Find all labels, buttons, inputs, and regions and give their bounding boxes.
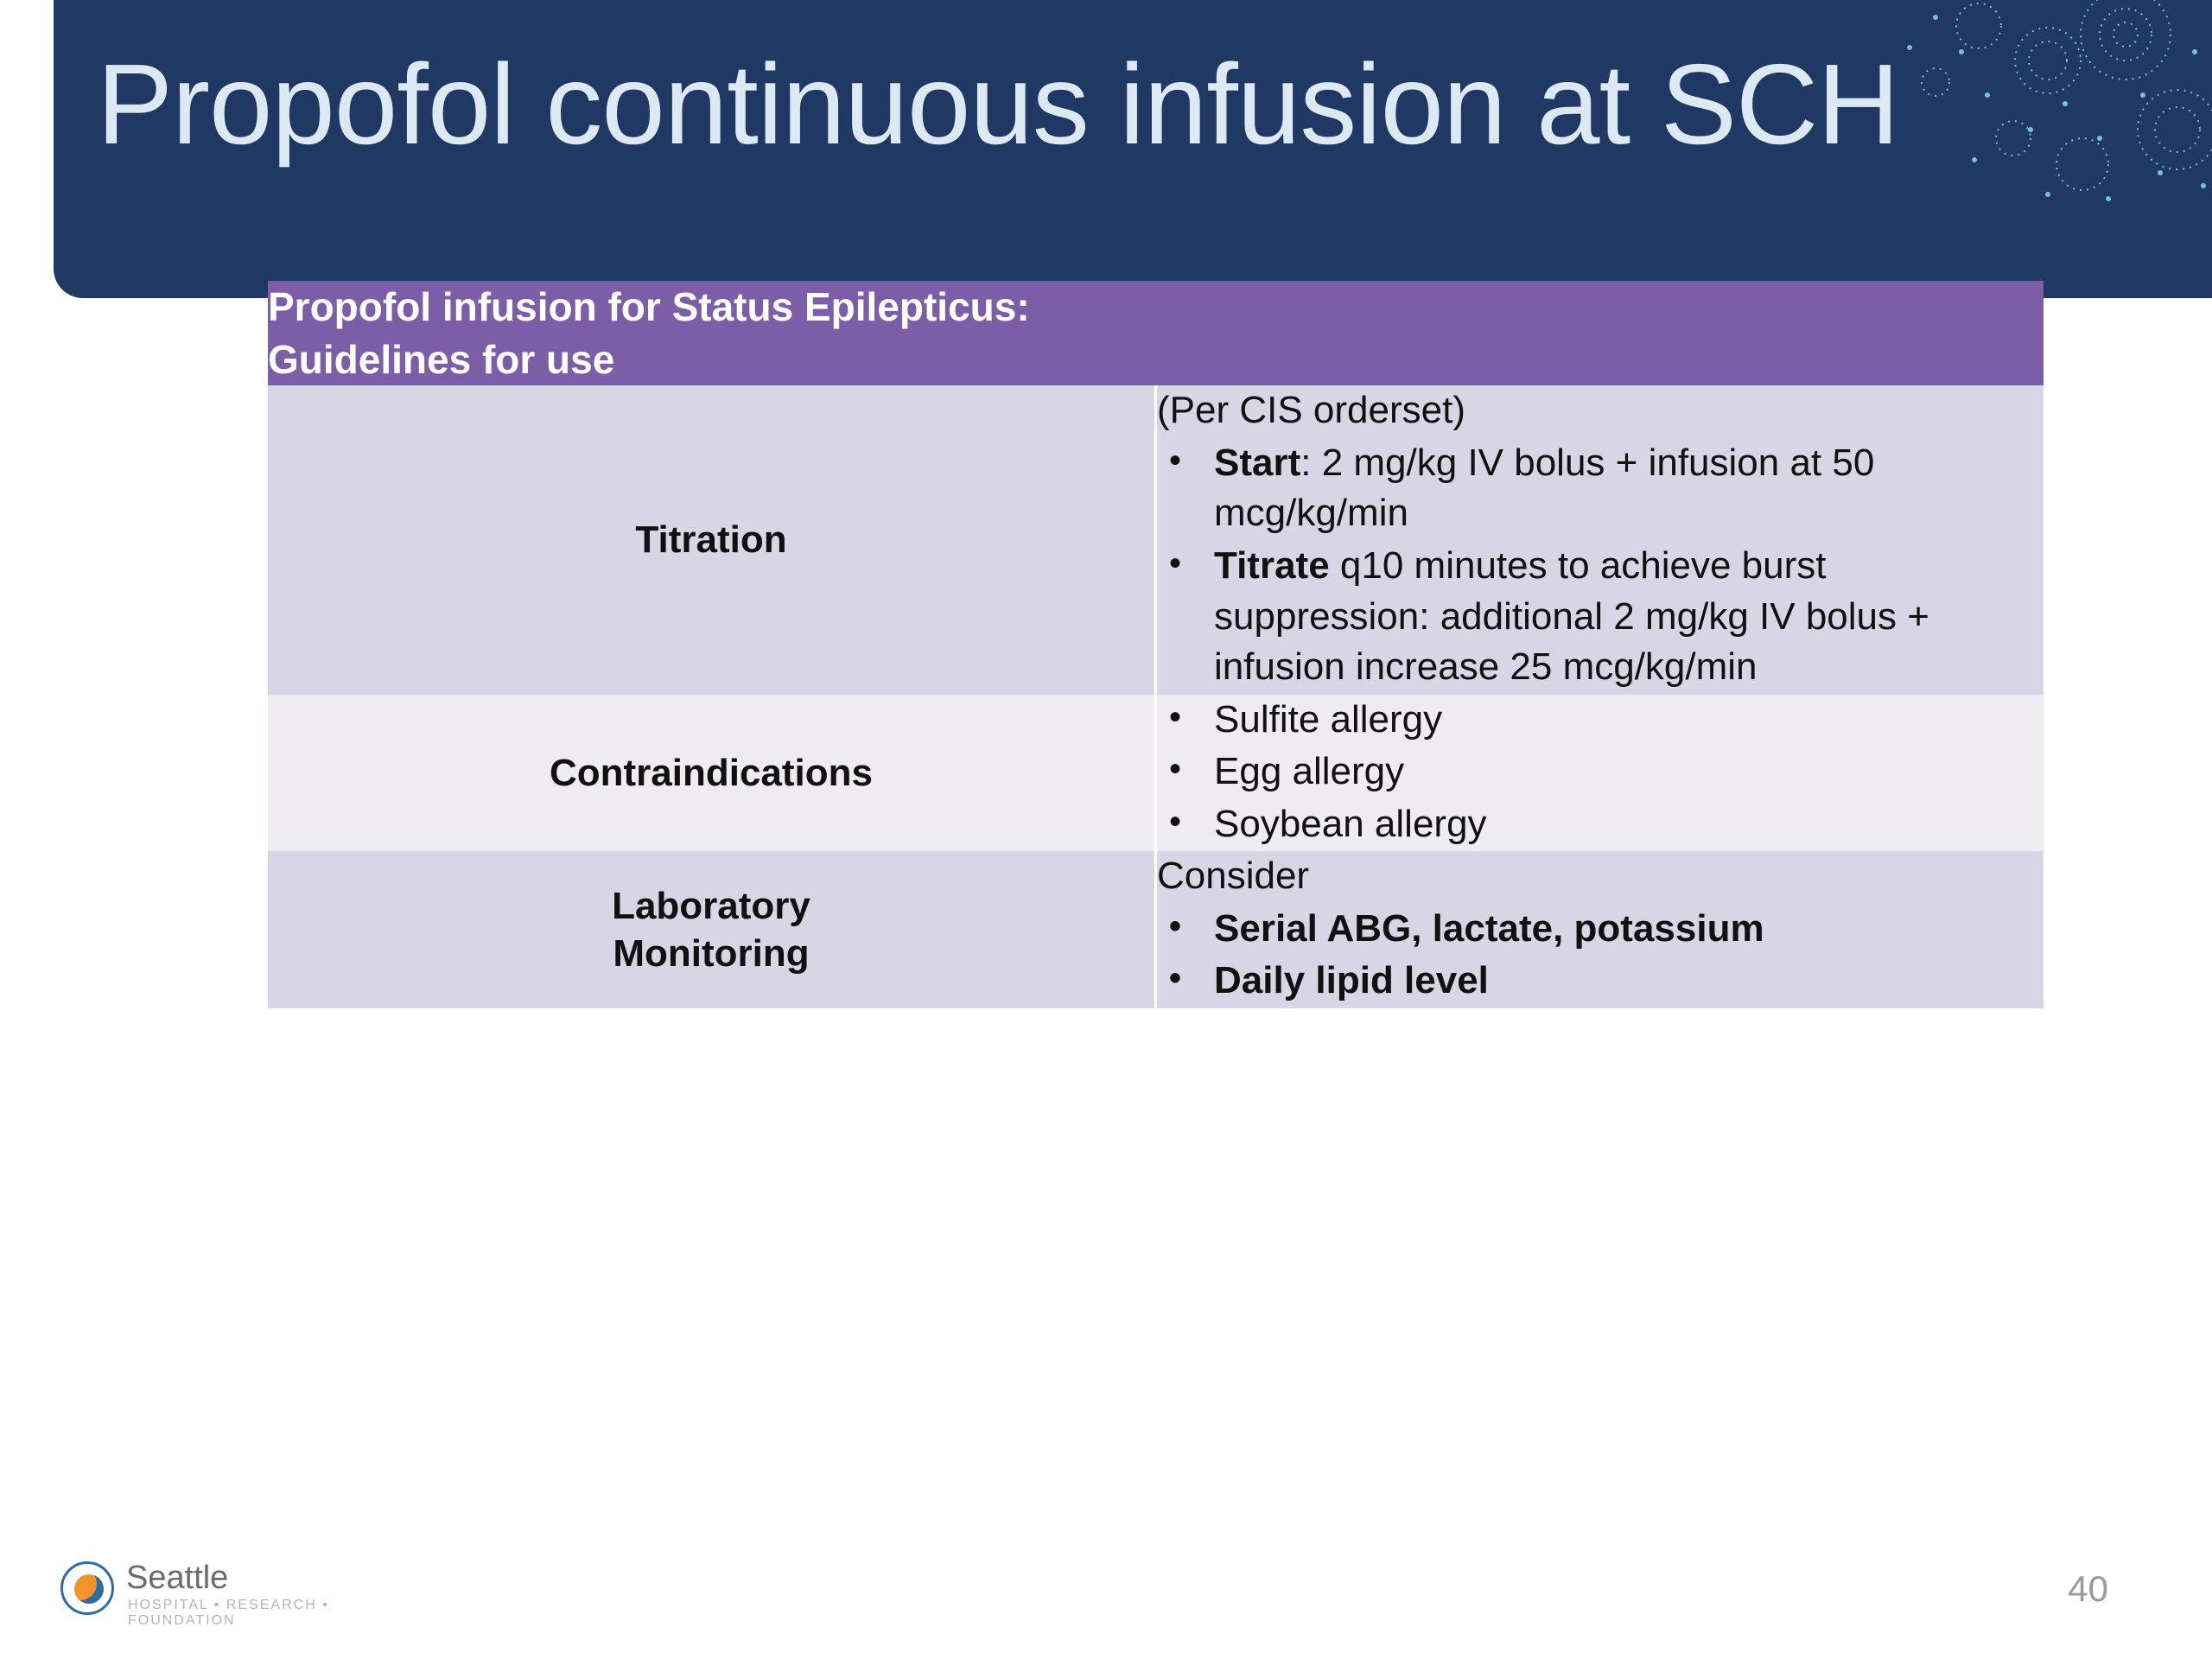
row-label-line-1: Laboratory — [612, 884, 810, 927]
bullet-text: q10 minutes to achieve burst suppression: additional 2 mg/kg IV bolus + infusion increase 25 mcg/kg/min — [1214, 543, 1929, 689]
guidelines-table — [268, 281, 2044, 1008]
bullet-bold-text: Titrate — [1214, 543, 1330, 587]
page-number: 40 — [2068, 1568, 2108, 1609]
logo-subtitle-text: HOSPITAL • RESEARCH • FOUNDATION — [128, 1598, 329, 1628]
list-item: • Daily lipid level — [1157, 956, 2044, 1007]
list-item — [1157, 541, 2044, 693]
titration-bullet-list — [1157, 438, 2044, 693]
table-header-cell — [268, 281, 2044, 385]
slide-title-banner — [54, 0, 2212, 298]
page-title: Propofol continuous infusion at SCH — [97, 41, 1899, 168]
row-label-line-2: Monitoring — [613, 931, 810, 975]
table-row — [268, 695, 2044, 852]
lab-bullet-list — [1157, 904, 2044, 1007]
row-label-contraindications: Contraindications — [268, 695, 1156, 852]
bullet-bold-text: Start — [1214, 441, 1301, 484]
lab-lead-text: Consider — [1157, 855, 1310, 898]
row-label-laboratory-monitoring — [268, 851, 1156, 1008]
row-content-contraindications — [1156, 695, 2044, 852]
row-content-laboratory-monitoring — [1156, 851, 2044, 1008]
table-row — [268, 851, 2044, 1008]
contraindications-bullet-list — [1157, 695, 2044, 850]
logo-mark-icon — [60, 1561, 114, 1615]
row-label-titration: Titration — [268, 385, 1156, 694]
row-content-titration — [1156, 385, 2044, 694]
seattle-childrens-logo — [60, 1560, 406, 1628]
list-item: • Serial ABG, lactate, potassium — [1157, 904, 2044, 955]
guidelines-table-container — [268, 281, 2044, 1008]
table-row — [268, 385, 2044, 694]
titration-lead-text: (Per CIS orderset) — [1157, 389, 1465, 432]
list-item: • Soybean allergy — [1157, 799, 2044, 850]
list-item: • Egg allergy — [1157, 747, 2044, 798]
list-item: • Sulfite allergy — [1157, 695, 2044, 746]
bullet-text: : 2 mg/kg IV bolus + infusion at 50 mcg/kg/min — [1214, 441, 1875, 535]
table-header-line-1: Propofol infusion for Status Epilepticus: — [268, 284, 1030, 329]
list-item — [1157, 438, 2044, 539]
table-header-line-2: Guidelines for use — [268, 336, 615, 382]
logo-name-text: Seattle — [126, 1560, 229, 1596]
table-header-row — [268, 281, 2044, 385]
